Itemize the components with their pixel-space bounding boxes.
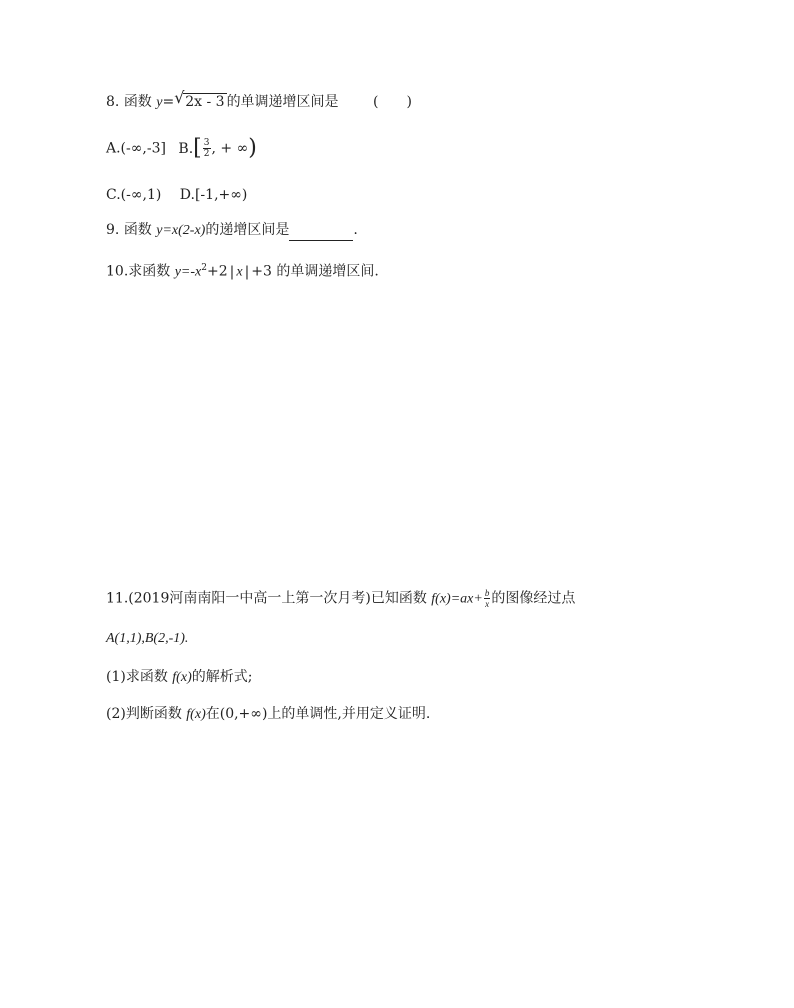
q8-radicand: 2x - 3	[185, 94, 225, 110]
q11-source: (2019河南南阳一中高一上第一次月考)	[128, 590, 371, 607]
q8-option-d: D.[-1,+∞)	[179, 187, 248, 203]
q11-pre: 已知函数	[370, 590, 427, 607]
q10-expr-a: y=-x	[174, 264, 202, 280]
q11-part2-label: (2)判断函数	[106, 706, 182, 722]
abs-bar-icon: |	[229, 263, 235, 280]
q11-part2-fx: f(x)	[186, 707, 206, 722]
q10-exponent: 2	[201, 263, 207, 273]
q8-option-b-fraction	[203, 138, 211, 159]
q8-y: y	[156, 95, 163, 110]
q10-stem	[106, 258, 379, 283]
q8-post: 的单调递增区间是	[226, 94, 339, 110]
q9-expr: y=x(2-x)	[156, 223, 206, 238]
q11-number: 11.	[106, 590, 129, 607]
q9-pre: 函数	[123, 222, 152, 238]
q11-part1-label: (1)求函数	[106, 669, 168, 685]
abs-bar-icon: |	[244, 263, 250, 280]
q8-option-a: A.(-∞,-3]	[106, 140, 166, 157]
paren-close-icon: )	[248, 135, 257, 161]
q11-part1	[106, 667, 252, 688]
bracket-open-icon: [	[193, 135, 202, 161]
q10-abs-x: x	[236, 264, 243, 280]
q8-number: 8.	[106, 94, 120, 110]
q9-post: 的递增区间是	[205, 222, 290, 238]
fraction-denominator: x	[485, 599, 490, 609]
q11-fx: f(x)=ax+	[431, 591, 483, 607]
q11-fraction	[484, 588, 491, 609]
q8-sqrt	[174, 88, 226, 112]
q11-stem	[106, 588, 575, 610]
q10-number: 10.	[106, 263, 129, 280]
radical-sign-icon: √	[174, 88, 185, 107]
q8-option-b-rest: , + ∞	[211, 140, 249, 157]
q11-part2	[106, 704, 430, 725]
q10-post: 的单调递增区间.	[276, 263, 379, 280]
q8-option-c: C.(-∞,1)	[106, 187, 162, 203]
q11-points	[106, 628, 188, 649]
q8-answer-paren: ( )	[373, 94, 412, 110]
q10-expr-b: +2	[207, 263, 228, 280]
q8-option-b-label: B.	[178, 140, 194, 157]
q11-part2-post: 在(0,+∞)上的单调性,并用定义证明.	[205, 706, 431, 722]
q8-options-cd	[106, 185, 247, 205]
q9-number: 9.	[106, 222, 120, 238]
q8-options-ab	[106, 135, 257, 161]
q11-points-text: A(1,1),B(2,-1).	[106, 631, 189, 646]
q8-eq: =	[162, 94, 175, 110]
q10-expr-c: +3	[251, 263, 272, 280]
q8-pre: 函数	[123, 94, 152, 110]
q11-part1-fx: f(x)	[172, 670, 192, 685]
fraction-denominator: 2	[203, 149, 210, 159]
q9-end: .	[353, 222, 358, 238]
fraction-numerator: 3	[203, 138, 210, 148]
fraction-numerator: b	[484, 588, 490, 598]
q11-part1-post: 的解析式;	[191, 669, 253, 685]
q10-pre: 求函数	[128, 263, 171, 280]
q9-stem	[106, 220, 358, 241]
q9-answer-blank[interactable]	[289, 226, 353, 241]
q8-stem	[106, 88, 412, 113]
q11-post: 的图像经过点	[491, 590, 576, 607]
